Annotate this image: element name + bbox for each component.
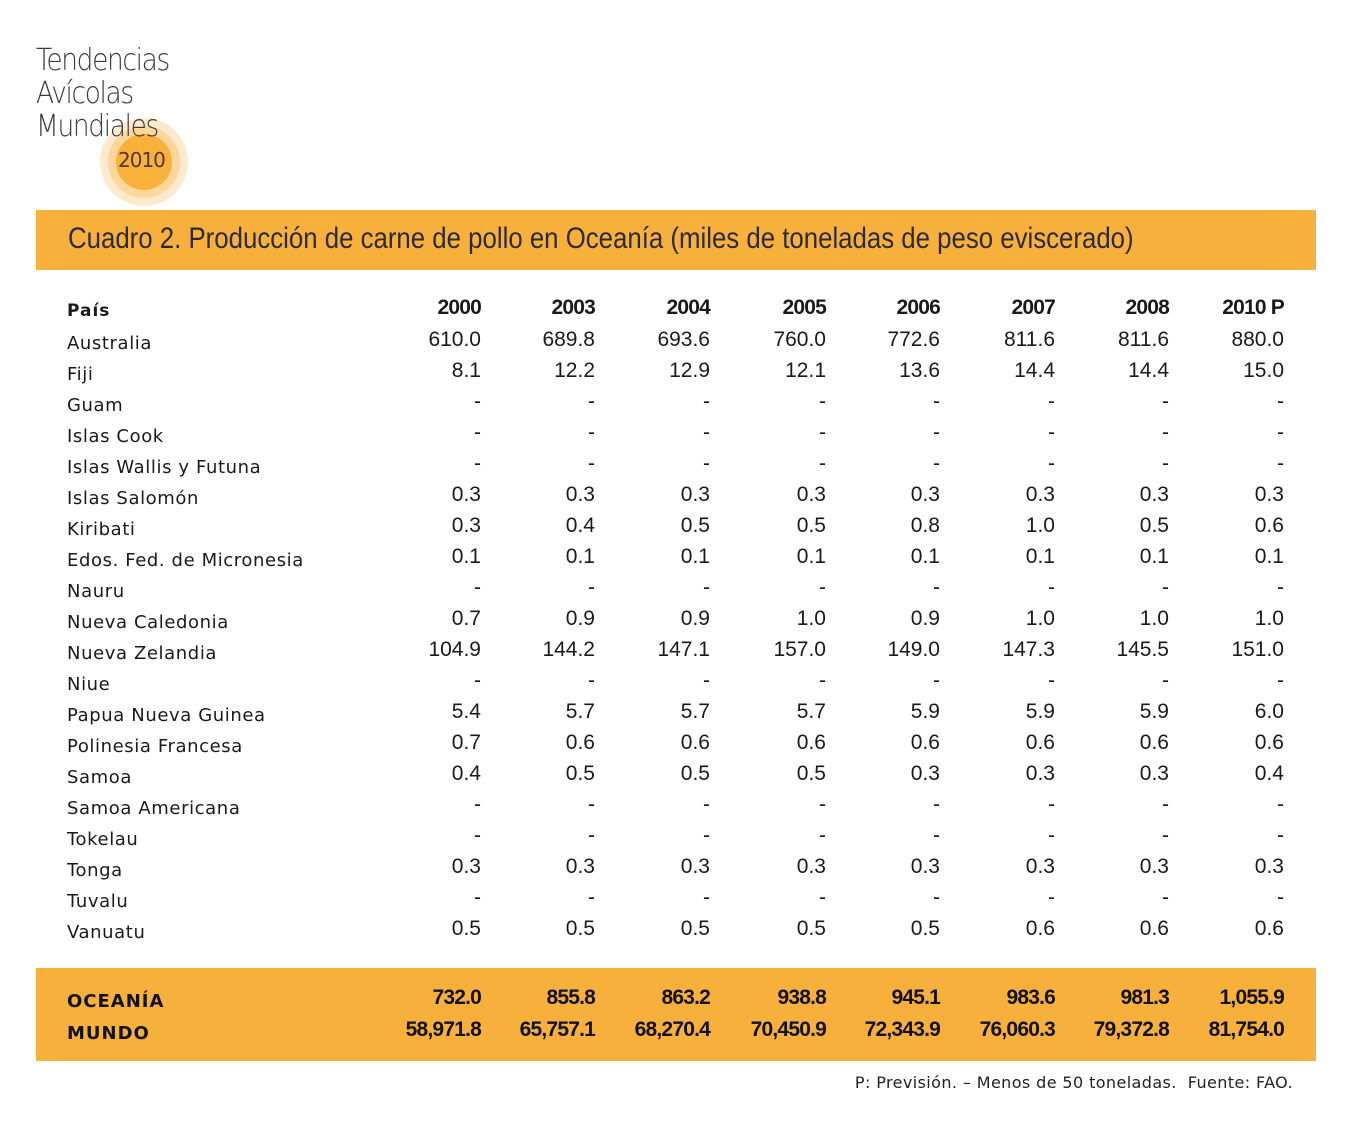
cell-value: -: [1162, 576, 1169, 599]
cell-value: 689.8: [542, 328, 595, 351]
cell-value: -: [819, 452, 826, 475]
cell-value: -: [1048, 390, 1055, 413]
table-row: [0, 480, 1359, 511]
country-name: Niue: [67, 674, 111, 695]
cell-value: 5.7: [680, 700, 710, 723]
cell-value: 0.5: [1139, 514, 1169, 537]
logo: [36, 44, 236, 214]
table-row: [0, 604, 1359, 635]
cell-value: -: [588, 669, 595, 692]
country-name: Tuvalu: [67, 891, 129, 912]
cell-value: -: [1277, 669, 1284, 692]
cell-value: 938.8: [777, 986, 826, 1009]
cell-value: 12.1: [785, 359, 826, 382]
cell-value: 1,055.9: [1219, 986, 1284, 1009]
cell-value: 0.3: [1254, 855, 1284, 878]
cell-value: -: [819, 824, 826, 847]
cell-value: -: [588, 824, 595, 847]
cell-value: 0.7: [451, 731, 481, 754]
cell-value: -: [588, 576, 595, 599]
cell-value: 79,372.8: [1093, 1018, 1169, 1041]
country-name: Guam: [67, 395, 124, 416]
cell-value: 0.3: [1254, 483, 1284, 506]
table-row: [0, 852, 1359, 883]
footnote: P: Previsión. – Menos de 50 toneladas. Fuente: FAO.: [854, 1073, 1293, 1092]
country-name: Tokelau: [67, 829, 139, 850]
cell-value: 811.6: [1004, 328, 1055, 351]
cell-value: -: [1048, 886, 1055, 909]
cell-value: 1.0: [1254, 607, 1284, 630]
cell-value: -: [1048, 421, 1055, 444]
cell-value: -: [819, 576, 826, 599]
cell-value: -: [703, 576, 710, 599]
country-name: Fiji: [67, 364, 94, 385]
cell-value: 2006: [896, 296, 940, 319]
cell-value: 1.0: [1025, 607, 1055, 630]
cell-value: -: [474, 793, 481, 816]
cell-value: 5.9: [1139, 700, 1169, 723]
cell-value: -: [1162, 793, 1169, 816]
cell-value: 732.0: [432, 986, 481, 1009]
cell-value: 0.6: [1139, 917, 1169, 940]
country-name: Islas Wallis y Futuna: [67, 457, 262, 478]
cell-value: 0.1: [451, 545, 481, 568]
cell-value: 0.5: [796, 514, 826, 537]
cell-value: -: [933, 824, 940, 847]
cell-value: -: [1277, 390, 1284, 413]
cell-value: 58,971.8: [405, 1018, 481, 1041]
cell-value: 0.5: [796, 762, 826, 785]
cell-value: -: [1048, 576, 1055, 599]
country-name: Australia: [67, 333, 153, 354]
country-name: Polinesia Francesa: [67, 736, 243, 757]
cell-value: -: [703, 793, 710, 816]
table-row: [0, 387, 1359, 418]
table-row: [0, 914, 1359, 945]
cell-value: 0.6: [1025, 917, 1055, 940]
title-band: [36, 210, 1316, 270]
country-name: Nauru: [67, 581, 125, 602]
cell-value: -: [588, 390, 595, 413]
cell-value: 0.1: [1139, 545, 1169, 568]
cell-value: 1.0: [1139, 607, 1169, 630]
cell-value: 147.3: [1002, 638, 1055, 661]
table-row: [0, 697, 1359, 728]
logo-year: 2010: [118, 148, 165, 172]
cell-value: 0.1: [796, 545, 826, 568]
cell-value: -: [933, 421, 940, 444]
cell-value: 2000: [437, 296, 481, 319]
country-name: País: [67, 301, 111, 321]
cell-value: -: [1048, 669, 1055, 692]
table-row: [0, 790, 1359, 821]
table-row: [0, 635, 1359, 666]
logo-line-1: Tendencias: [36, 43, 169, 78]
cell-value: 2005: [782, 296, 826, 319]
cell-value: 5.4: [451, 700, 481, 723]
cell-value: 0.7: [451, 607, 481, 630]
cell-value: 863.2: [661, 986, 710, 1009]
cell-value: 0.9: [565, 607, 595, 630]
cell-value: 0.3: [910, 855, 940, 878]
cell-value: -: [1277, 421, 1284, 444]
cell-value: 811.6: [1118, 328, 1169, 351]
cell-value: -: [1162, 886, 1169, 909]
table-row: [0, 666, 1359, 697]
cell-value: -: [1048, 452, 1055, 475]
cell-value: 0.3: [451, 855, 481, 878]
table-header-row: [0, 293, 1359, 324]
country-name: Nueva Zelandia: [67, 643, 218, 664]
cell-value: 0.6: [910, 731, 940, 754]
table-title: Cuadro 2. Producción de carne de pollo en Oceanía (miles de toneladas de peso eviscerado): [68, 222, 1134, 255]
cell-value: 0.3: [1139, 483, 1169, 506]
cell-value: 0.4: [565, 514, 595, 537]
country-name: Nueva Caledonia: [67, 612, 229, 633]
cell-value: 0.5: [565, 762, 595, 785]
cell-value: -: [933, 576, 940, 599]
cell-value: 0.5: [796, 917, 826, 940]
cell-value: 14.4: [1128, 359, 1169, 382]
cell-value: -: [474, 886, 481, 909]
cell-value: 2007: [1011, 296, 1055, 319]
cell-value: 610.0: [428, 328, 481, 351]
country-name: Samoa: [67, 767, 133, 788]
cell-value: 0.6: [680, 731, 710, 754]
cell-value: -: [1162, 669, 1169, 692]
cell-value: 12.2: [554, 359, 595, 382]
country-name: Papua Nueva Guinea: [67, 705, 266, 726]
country-name: OCEANÍA: [67, 991, 165, 1012]
cell-value: -: [474, 576, 481, 599]
cell-value: 8.1: [451, 359, 481, 382]
cell-value: 0.3: [1139, 855, 1169, 878]
cell-value: -: [703, 390, 710, 413]
cell-value: 65,757.1: [519, 1018, 595, 1041]
cell-value: -: [1162, 390, 1169, 413]
cell-value: -: [703, 669, 710, 692]
cell-value: -: [1162, 421, 1169, 444]
cell-value: 151.0: [1231, 638, 1284, 661]
cell-value: 0.3: [565, 855, 595, 878]
cell-value: -: [1277, 793, 1284, 816]
cell-value: 0.3: [1025, 483, 1055, 506]
logo-wordmark: [36, 44, 169, 143]
cell-value: 0.1: [910, 545, 940, 568]
cell-value: 0.3: [1139, 762, 1169, 785]
cell-value: -: [474, 421, 481, 444]
cell-value: -: [819, 886, 826, 909]
cell-value: 72,343.9: [864, 1018, 940, 1041]
cell-value: 145.5: [1116, 638, 1169, 661]
cell-value: 772.6: [887, 328, 940, 351]
cell-value: 0.6: [796, 731, 826, 754]
cell-value: 945.1: [891, 986, 940, 1009]
cell-value: 0.4: [451, 762, 481, 785]
cell-value: -: [703, 824, 710, 847]
cell-value: 0.6: [1254, 514, 1284, 537]
cell-value: 147.1: [657, 638, 710, 661]
cell-value: 0.6: [1254, 731, 1284, 754]
cell-value: 0.6: [1139, 731, 1169, 754]
table-row: [0, 325, 1359, 356]
cell-value: 1.0: [796, 607, 826, 630]
table-row: [0, 759, 1359, 790]
cell-value: 855.8: [546, 986, 595, 1009]
cell-value: 2004: [666, 296, 710, 319]
cell-value: -: [933, 886, 940, 909]
cell-value: -: [1277, 576, 1284, 599]
cell-value: 0.9: [910, 607, 940, 630]
cell-value: 880.0: [1231, 328, 1284, 351]
cell-value: 157.0: [773, 638, 826, 661]
cell-value: 0.5: [680, 762, 710, 785]
cell-value: 0.6: [1025, 731, 1055, 754]
cell-value: 0.5: [680, 917, 710, 940]
cell-value: 14.4: [1014, 359, 1055, 382]
cell-value: 760.0: [773, 328, 826, 351]
country-name: Samoa Americana: [67, 798, 241, 819]
cell-value: -: [474, 452, 481, 475]
cell-value: 15.0: [1243, 359, 1284, 382]
cell-value: -: [474, 669, 481, 692]
cell-value: -: [1277, 452, 1284, 475]
table-row: [0, 418, 1359, 449]
country-name: Vanuatu: [67, 922, 146, 943]
country-name: Kiribati: [67, 519, 136, 540]
cell-value: 0.3: [910, 483, 940, 506]
cell-value: 76,060.3: [979, 1018, 1055, 1041]
table-row: [0, 821, 1359, 852]
cell-value: -: [474, 824, 481, 847]
cell-value: -: [1162, 452, 1169, 475]
cell-value: 68,270.4: [634, 1018, 710, 1041]
cell-value: 5.9: [1025, 700, 1055, 723]
cell-value: -: [933, 669, 940, 692]
cell-value: -: [1162, 824, 1169, 847]
cell-value: -: [933, 390, 940, 413]
cell-value: 5.7: [565, 700, 595, 723]
cell-value: 981.3: [1120, 986, 1169, 1009]
cell-value: 0.8: [910, 514, 940, 537]
totals-row: [0, 1015, 1359, 1046]
cell-value: 0.5: [451, 917, 481, 940]
cell-value: 0.3: [451, 483, 481, 506]
country-name: Tonga: [67, 860, 123, 881]
cell-value: 0.1: [565, 545, 595, 568]
cell-value: 0.3: [451, 514, 481, 537]
country-name: Edos. Fed. de Micronesia: [67, 550, 304, 571]
cell-value: -: [588, 886, 595, 909]
cell-value: 0.5: [565, 917, 595, 940]
cell-value: 2010 P: [1222, 296, 1284, 319]
cell-value: 144.2: [542, 638, 595, 661]
table-row: [0, 511, 1359, 542]
cell-value: 0.3: [796, 855, 826, 878]
cell-value: 149.0: [887, 638, 940, 661]
logo-line-3: Mundiales: [36, 109, 158, 144]
country-name: MUNDO: [67, 1023, 150, 1044]
cell-value: -: [703, 886, 710, 909]
cell-value: -: [1277, 886, 1284, 909]
cell-value: 2008: [1125, 296, 1169, 319]
cell-value: 0.3: [796, 483, 826, 506]
cell-value: 6.0: [1254, 700, 1284, 723]
table-row: [0, 356, 1359, 387]
cell-value: -: [819, 793, 826, 816]
cell-value: 0.3: [910, 762, 940, 785]
cell-value: 0.3: [680, 483, 710, 506]
cell-value: -: [474, 390, 481, 413]
cell-value: 0.6: [565, 731, 595, 754]
cell-value: -: [1048, 824, 1055, 847]
logo-line-2: Avícolas: [36, 76, 133, 111]
cell-value: 0.5: [680, 514, 710, 537]
country-name: Islas Cook: [67, 426, 164, 447]
cell-value: -: [703, 452, 710, 475]
cell-value: 12.9: [669, 359, 710, 382]
cell-value: 0.1: [1254, 545, 1284, 568]
cell-value: -: [588, 793, 595, 816]
cell-value: 0.3: [565, 483, 595, 506]
cell-value: 104.9: [428, 638, 481, 661]
cell-value: -: [933, 793, 940, 816]
table-row: [0, 573, 1359, 604]
cell-value: 0.1: [680, 545, 710, 568]
cell-value: 5.9: [910, 700, 940, 723]
cell-value: 70,450.9: [750, 1018, 826, 1041]
cell-value: 0.3: [680, 855, 710, 878]
cell-value: 13.6: [899, 359, 940, 382]
cell-value: 983.6: [1006, 986, 1055, 1009]
cell-value: 0.5: [910, 917, 940, 940]
cell-value: -: [588, 421, 595, 444]
cell-value: -: [819, 421, 826, 444]
cell-value: -: [703, 421, 710, 444]
cell-value: 5.7: [796, 700, 826, 723]
table-row: [0, 542, 1359, 573]
totals-row: [0, 983, 1359, 1014]
country-name: Islas Salomón: [67, 488, 200, 509]
table-row: [0, 449, 1359, 480]
cell-value: 693.6: [657, 328, 710, 351]
cell-value: 0.6: [1254, 917, 1284, 940]
cell-value: -: [819, 390, 826, 413]
cell-value: -: [819, 669, 826, 692]
cell-value: 81,754.0: [1208, 1018, 1284, 1041]
cell-value: 1.0: [1025, 514, 1055, 537]
cell-value: 0.3: [1025, 762, 1055, 785]
cell-value: 0.3: [1025, 855, 1055, 878]
cell-value: 0.4: [1254, 762, 1284, 785]
table-row: [0, 728, 1359, 759]
cell-value: -: [933, 452, 940, 475]
table-row: [0, 883, 1359, 914]
cell-value: -: [1048, 793, 1055, 816]
cell-value: 0.9: [680, 607, 710, 630]
cell-value: 2003: [551, 296, 595, 319]
cell-value: 0.1: [1025, 545, 1055, 568]
cell-value: -: [1277, 824, 1284, 847]
cell-value: -: [588, 452, 595, 475]
